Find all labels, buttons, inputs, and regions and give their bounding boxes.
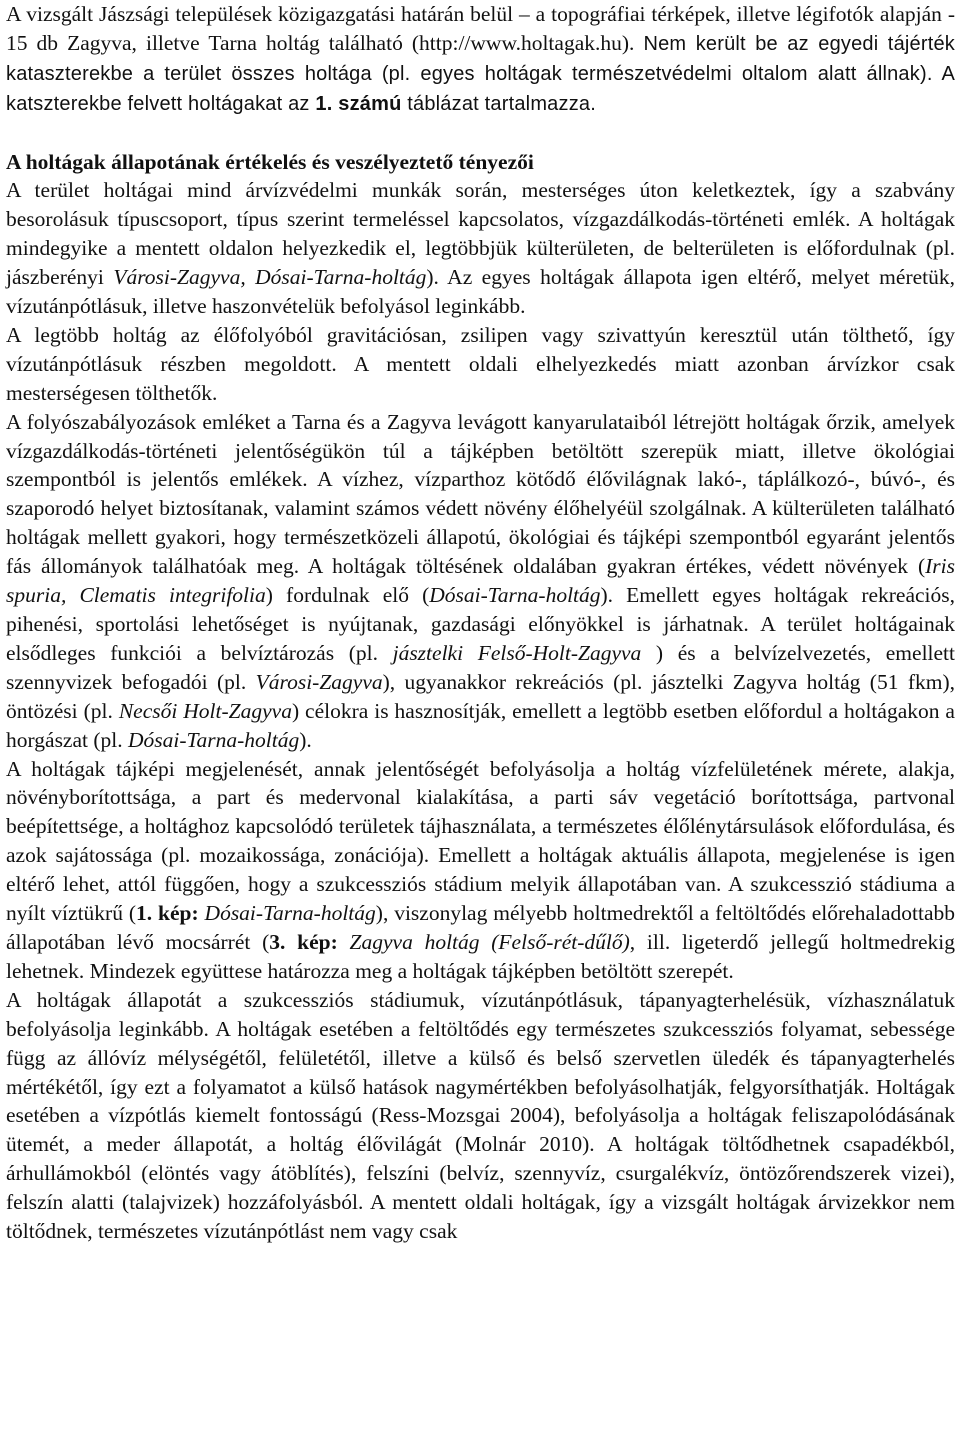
- p3-oxbow-name-1: Dósai-Tarna-holtág: [429, 583, 601, 608]
- p3-text-c: ) fordulnak elő (: [265, 583, 430, 608]
- p3-text-i: ), ugyanakkor rekreációs (pl. jásztelki Zagyva holtág (51 fkm), öntözési (pl.: [6, 669, 955, 723]
- intro-paragraph: [6, 0, 955, 119]
- intro-line-2: Nem került be az egyedi tájérték kataszterekbe a terület összes holtága (pl. egyes holtágak természetvédelmi oltalom alatt állnak). A katszterekbe felvett holtágakat az: [6, 32, 955, 115]
- p3-text-g: ) és a belvízelvezetés, emellett szennyvizek befogadói (pl.: [6, 640, 955, 694]
- paragraph-river-regulation: [6, 408, 955, 755]
- p3-oxbow-name-2: jásztelki Felső-Holt-Zagyva: [392, 640, 642, 665]
- p3-text-k: ) célokra is hasznosítják, emellett a legtöbb esetben előfordul a holtágakon a horgászat (pl.: [6, 698, 955, 752]
- section-heading: A holtágak állapotának értékelés és veszélyeztető tényezői: [6, 149, 534, 174]
- intro-line-2-end: táblázat tartalmazza.: [401, 92, 596, 115]
- p3-oxbow-name-4: Necsői Holt-Zagyva: [118, 698, 292, 723]
- figure-ref-1: 1. kép:: [136, 901, 199, 926]
- p3-text-m: ).: [299, 727, 312, 752]
- p3-species: Iris spuria, Clematis integrifolia: [6, 554, 955, 608]
- paragraph-condition: A holtágak állapotát a szukcessziós stádiumuk, vízutánpótlásuk, tápanyagterhelésük, vízhasználatuk befolyásolja leginkább. A holtágak esetében a feltöltődés egy természetes szukcessziós folyamat, sebessége függ az állóvíz mélységétől, felületétől, illetve a külső és belső szervetlen üledék és tápanyagterhelés mértékétől, így ezt a folyamatot a külső hatások nagymértékben befolyásolhatják, felgyorsíthatják. Holtágak esetében a vízpótlás kiemelt fontosságú (Ress-Mozsgai 2004), befolyásolja a holtágak feliszapolódásának ütemét, a meder állapotát, a holtág élővilágát (Molnár 2010). A holtágak töltődhetnek csapadékból, árhullámokból (elöntés vagy átöblítés), felszíni (belvíz, szennyvíz, csurgalékvíz, öntözőrendszerek vizei), felszín alatti (talajvizek) hozzáfolyásból. A mentett oldali holtágak, így a vizsgált holtágak árvizekkor nem töltődnek, természetes vízutánpótlást nem vagy csak: [6, 987, 955, 1244]
- p1-text-a: A terület holtágai mind árvízvédelmi munkák során, mesterséges úton keletkeztek, így a szabvány besorolásuk típuscsoport, típus szerint termeléssel kapcsolatos, vízgazdálkodás-történeti emlék. A holtágak mindegyike a mentett oldalon helyezkedik el, legtöbbjük külterületen, de belterületen is előfordulnak (pl. jászberényi: [6, 178, 955, 290]
- p4-figure-caption-1: Dósai-Tarna-holtág: [198, 901, 376, 926]
- paragraph-landscape: [6, 755, 955, 986]
- document-page: [6, 0, 955, 1246]
- figure-ref-3: 3. kép:: [269, 929, 338, 954]
- p3-oxbow-name-3: Városi-Zagyva: [255, 669, 383, 694]
- p4-text-a: A holtágak tájképi megjelenését, annak jelentőségét befolyásolja a holtág vízfelületének mérete, alakja, növényborítottsága, a part és medervonal kialakítása, a parti sáv vegetáció borítottsága, partvonal beépítettsége, a holtághoz kapcsolódó területek tájhasználata, a természetes élőlénytársulások előfordulása, és azok sajátossága (pl. mozaikossága, zonációja). Emellett a holtágak aktuális állapota, megjelenése is igen eltérő lehet, attól függően, hogy a szukcessziós stádium melyik állapotában van. A szukcesszió stádiuma a nyílt víztükrű (: [6, 756, 955, 926]
- p1-italic-names: Városi-Zagyva, Dósai-Tarna-holtág: [113, 265, 427, 290]
- paragraph-origin: [6, 176, 955, 321]
- table-reference: 1. számú: [315, 92, 402, 115]
- p4-text-g: , ill. ligeterdő jellegű holtmedrekig lehetnek. Mindezek együttese határozza meg a holtágak tájképben betöltött szerepét.: [6, 929, 955, 983]
- p3-text-e: ). Emellett egyes holtágak rekreációs, pihenési, sportolási lehetőséget is nyújtanak, gazdasági előnyökkel is járhatnak. A terület holtágainak elsődleges funkciói a belvíztározás (pl.: [6, 583, 956, 665]
- p1-text-c: ). Az egyes holtágak állapota igen eltérő, melyet méretük, vízutánpótlásuk, illetve haszonvételük befolyásol leginkább.: [6, 265, 955, 319]
- intro-line-1: A vizsgált Jászsági települések közigazgatási határán belül – a topográfiai térképek, illetve légifotók alapján - 15 db Zagyva, illetve Tarna holtág található (http://www.holtagak.hu).: [6, 2, 955, 55]
- p4-figure-caption-3: Zagyva holtág (Felső-rét-dűlő): [337, 929, 630, 954]
- p3-oxbow-name-5: Dósai-Tarna-holtág: [128, 727, 300, 752]
- paragraph-water-supply: A legtöbb holtág az élőfolyóból gravitációsan, zsilipen vagy szivattyún keresztül után tölthető, így vízutánpótlásuk részben megoldott. A mentett oldali elhelyezkedés miatt azonban árvízkor csak mesterségesen tölthetők.: [6, 322, 955, 405]
- p3-text-a: A folyószabályozások emléket a Tarna és a Zagyva levágott kanyarulataiból létrejött holtágak őrzik, amelyek vízgazdálkodás-történeti jelentőségükön túl a tájképben betöltött szerepük miatt, illetve ökológiai szempontból is jelentős emlékek. A vízhez, vízparthoz kötődő élővilágnak lakó-, táplálkozó-, búvó-, és szaporodó helyet biztosítanak, valamint számos védett növény élőhelyéül szolgálnak. A külterületen található holtágak mellett gyakori, hogy természetközeli állapotú, ökológiai és tájképi szempontból egyaránt jelentős fás állományok találhatóak meg. A holtágak töltésének oldalában gyakran értékes, védett növények (: [6, 409, 955, 579]
- p4-text-d: ), viszonylag mélyebb holtmedrektől a feltöltődés előrehaladottabb állapotában lévő mocsárrét (: [6, 901, 955, 954]
